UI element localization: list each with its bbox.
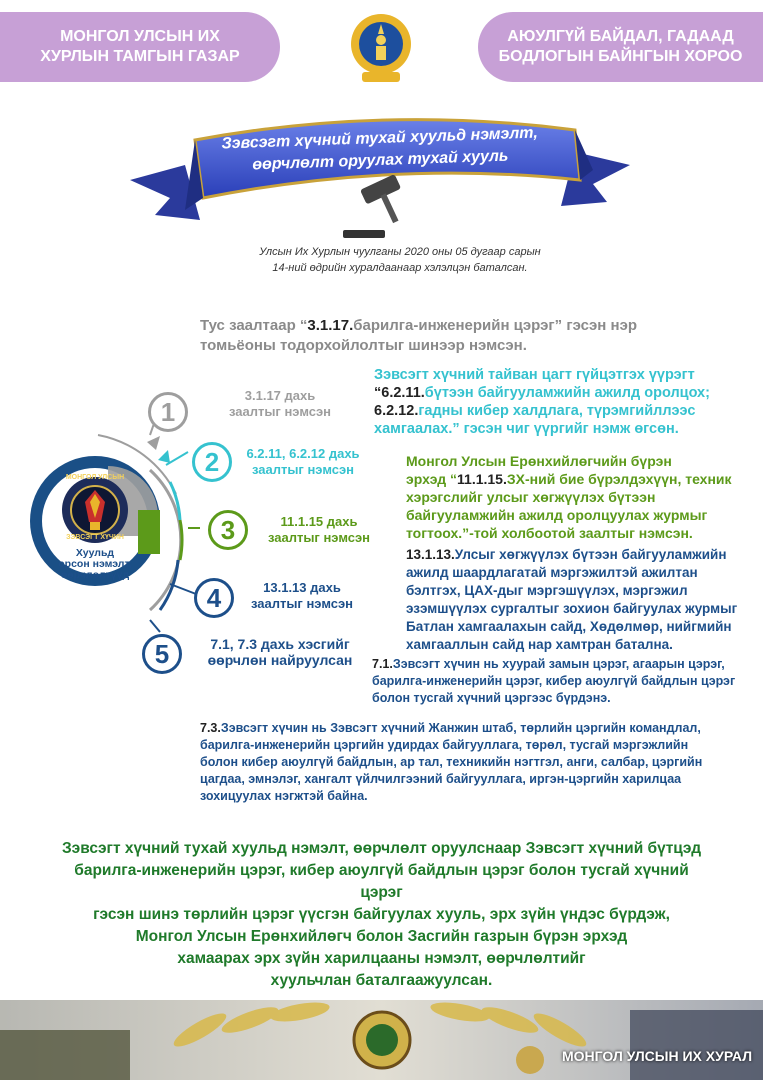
footer-watermark: МОНГОЛ УЛСЫН ИХ ХУРАЛ: [562, 1048, 753, 1064]
step-3-number: 3: [208, 510, 248, 550]
summary-text: [60, 838, 703, 992]
approval-note-line2: 14-ний өдрийн хуралдаанаар хэлэлцэн баталсан.: [272, 262, 528, 274]
approval-note: [230, 244, 570, 276]
header-left-line2: ХУРЛЫН ТАМГЫН ГАЗАР: [40, 48, 240, 65]
block-73: [200, 720, 720, 805]
emblem-caption-line3: өөрчлөлтүүд: [60, 569, 130, 581]
block4-line4: эзэмшүүлэх сургалтыг зохион байгуулах журмыг: [406, 601, 738, 616]
block-11115: [406, 452, 746, 542]
intro-text: [200, 316, 670, 356]
block3-line2a: эрхэд “: [406, 471, 458, 487]
block-71: [372, 656, 757, 707]
summary-line2: барилга-инженерийн цэрэг, кибер аюулгүй байдлын цэрэг болон тусгай хүчний цэрэг: [74, 862, 689, 901]
block5-line1: Зэвсэгт хүчин нь хуурай замын цэрэг, агаарын цэрэг,: [392, 657, 725, 671]
step-1-number: 1: [148, 392, 188, 432]
block4-num: 13.1.13.: [406, 547, 455, 562]
emblem-ring-top: МОНГОЛ УЛСЫН: [65, 474, 125, 481]
block4-line6: хамгааллын сайд нар хамтран батална.: [406, 637, 673, 652]
block3-line4: байгууламжийн ажилд оролцуулах журмыг: [406, 507, 708, 523]
block3-line3: хэрэгслийг улсыг хөгжүүлэх бүтээн: [406, 489, 656, 505]
step-2-line1: 6.2.11, 6.2.12 дахь: [246, 446, 360, 461]
emblem-caption: [46, 548, 144, 581]
header-left-org: [0, 12, 280, 82]
step-2-line2: заалтыг нэмсэн: [251, 462, 355, 477]
block6-line3: болон кибер аюулгүй байдлын, ар тал, техникийн нэгтгэл, анги, салбар, цэргийн: [200, 755, 703, 769]
block2-line1: Зэвсэгт хүчний тайван цагт гүйцэтгэх үүрэгт: [374, 367, 695, 383]
block3-num: 11.1.15.: [457, 471, 507, 487]
header-left-line1: МОНГОЛ УЛСЫН ИХ: [60, 28, 220, 45]
block2-line2: бүтээн байгууламжийн ажилд оролцох;: [424, 385, 710, 401]
header-right-line2: БОДЛОГЫН БАЙНГЫН ХОРОО: [498, 48, 743, 65]
approval-note-line1: Улсын Их Хурлын чуулганы 2020 оны 05 дугаар сарын: [259, 246, 541, 258]
block6-line2: барилга-инженерийн цэргийн удирдах байгууллага, төрөл, тусгай мэргэжлийн: [200, 738, 689, 752]
block2-num2: 6.2.12.: [374, 403, 419, 419]
block6-line5: зохицуулах нэгжтэй байна.: [200, 789, 368, 803]
step-4-label: [242, 580, 362, 612]
step-4-line2: заалтыг нэмсэн: [250, 596, 354, 611]
step-1-line2: заалтыг нэмсэн: [228, 404, 332, 419]
step-2-label: [238, 446, 368, 478]
emblem-caption-line1: Хуульд: [75, 547, 115, 559]
footer-small-emblem-icon: [516, 1046, 544, 1074]
step-3-label: [264, 514, 374, 546]
summary-line5: хамаарах эрх зүйн харилцааны нэмэлт, өөрчлөлтийг: [177, 950, 586, 967]
block4-line1: Улсыг хөгжүүлэх бүтээн байгууламжийн: [454, 547, 727, 562]
step-5-label: [190, 636, 370, 668]
step-1-line1: 3.1.17 дахь: [244, 388, 316, 403]
summary-line4: Монгол Улсын Ерөнхийлөгч болон Засгийн газрын бүрэн эрхэд: [135, 928, 628, 945]
step-4-number: 4: [194, 578, 234, 618]
block5-num: 7.1.: [372, 657, 393, 671]
block4-line2: ажилд шаардлагатай мэргэжилтэй ажилтан: [406, 565, 698, 580]
header-right-committee: [478, 12, 763, 82]
step-2-number: 2: [192, 442, 232, 482]
block5-line2: барилга-инженерийн цэрэг, кибер аюулгүй байдлын цэрэг: [372, 674, 736, 688]
block6-line1: Зэвсэгт хүчин нь Зэвсэгт хүчний Жанжин штаб, төрлийн цэргийн командлал,: [220, 721, 701, 735]
block6-line4: цагдаа, эмнэлэг, хангалт үйлчилгээний байгууллага, иргэн-цэргийн харилцаа: [200, 772, 682, 786]
step-1-label: [220, 388, 340, 420]
block3-line2c: ЗХ-ний бие бүрэлдэхүүн, техник: [506, 471, 732, 487]
block2-line3: гадны кибер халдлага, түрэмгийллээс: [418, 403, 696, 419]
step-5-line2: өөрчлөн найруулсан: [207, 652, 353, 668]
banner-title-line2: өөрчлөлт оруулах тухай хууль: [252, 147, 509, 174]
state-emblem-icon: [348, 6, 414, 90]
banner-title-line1: Зэвсэгт хүчний тухай хуульд нэмэлт,: [221, 124, 539, 153]
footer-photo-strip: [0, 990, 763, 1080]
block-6211-6212: [374, 366, 734, 438]
step-3-line2: заалтыг нэмсэн: [267, 530, 371, 545]
block2-quote: “: [374, 385, 382, 401]
block2-line4: хамгаалах.” гэсэн чиг үүргийг нэмж өгсөн.: [374, 421, 679, 437]
block-13113: [406, 546, 756, 654]
summary-line3: гэсэн шинэ төрлийн цэрэг үүсгэн байгуулах хууль, эрх зүйн үндэс бүрдэж,: [93, 906, 670, 923]
intro-prefix: Тус заалтаар “: [200, 317, 308, 334]
block2-num1: 6.2.11.: [381, 385, 425, 401]
summary-line1: Зэвсэгт хүчний тухай хуульд нэмэлт, өөрчлөлт оруулснаар Зэвсэгт хүчний бүтцэд: [61, 840, 702, 857]
block5-line3: болон тусгай хүчний цэргээс бүрдэнэ.: [372, 691, 611, 705]
block6-num: 7.3.: [200, 721, 221, 735]
emblem-caption-line2: орсон нэмэлт,: [58, 558, 132, 570]
emblem-ring-bottom: ЗЭВСЭГТ ХҮЧИН: [66, 534, 124, 541]
step-5-number: 5: [142, 634, 182, 674]
block3-line5: тогтоох.”-той холбоотой заалтыг нэмсэн.: [406, 525, 693, 541]
header-right-line1: АЮУЛГҮЙ БАЙДАЛ, ГАДААД: [507, 28, 734, 45]
step-5-line1: 7.1, 7.3 дахь хэсгийг: [210, 636, 350, 652]
block4-line3: бэлтгэх, ЦАХ-дыг мэргэшүүлэх, мэргэжил: [406, 583, 688, 598]
block4-line5: Батлан хамгаалахын сайд, Хөдөлмөр, нийгмийн: [406, 619, 732, 634]
intro-highlight: 3.1.17.: [307, 317, 354, 334]
block3-line1: Монгол Улсын Ерөнхийлөгчийн бүрэн: [406, 453, 672, 469]
intro-rest: барилга-инженерийн цэрэг” гэсэн нэр томьёоны тодорхойлолтыг шинээр нэмсэн.: [200, 317, 638, 354]
step-4-line1: 13.1.13 дахь: [263, 580, 341, 595]
step-3-line1: 11.1.15 дахь: [280, 514, 358, 529]
summary-line6: хуульчлан баталгаажуулсан.: [270, 972, 493, 989]
gavel-icon: [360, 174, 413, 230]
